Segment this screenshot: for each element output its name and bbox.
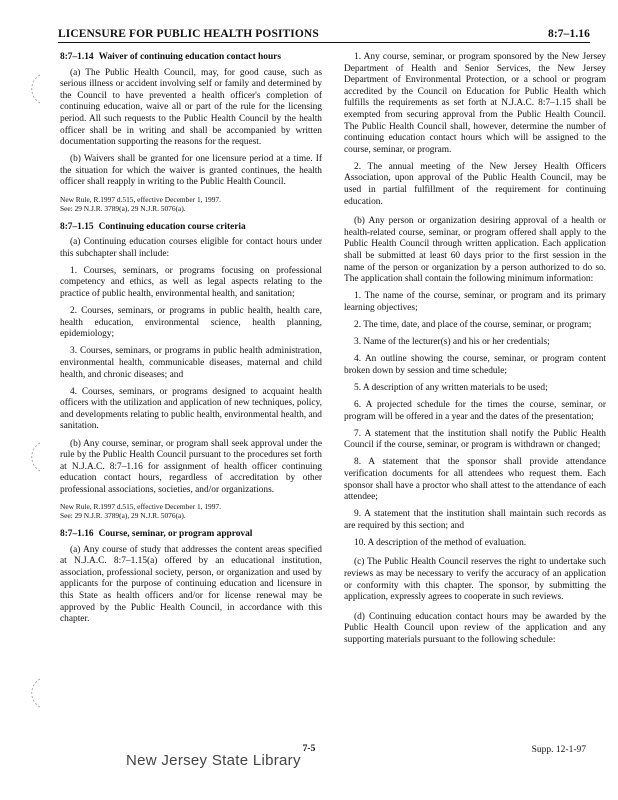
left-column (60, 52, 322, 631)
paragraph-1-16-d: (d) Continuing education contact hours may be awarded by the Public Health Council upon review of the application and any supporting materials pursuant to the following schedule: (344, 611, 606, 646)
list-item: 9. A statement that the institution shall maintain such records as are required by this section; and (344, 509, 606, 531)
list-item: 2. Courses, seminars, or programs in public health, health care, health education, environmental science, health planning, epidemiology; (60, 306, 322, 340)
punch-hole-top-icon (20, 72, 44, 106)
list-item: 3. Courses, seminars, or programs in public health administration, environmental health, communicable diseases, maternal and child health, and chronic diseases; and (60, 346, 322, 380)
section-title: Course, seminar, or program approval (98, 529, 253, 539)
section-title: Continuing education course criteria (98, 221, 246, 232)
punch-hole-middle-icon (20, 440, 44, 474)
paragraph-1-14-b: (b) Waivers shall be granted for one licensure period at a time. If the situation for which the waiver is granted continues, the health officer shall reapply in writing to the Public Health Council. (60, 154, 322, 188)
page-number: 7-5 (302, 744, 316, 754)
header-section-number: 8:7–1.16 (547, 28, 590, 40)
paragraph-1-16-a: (a) Any course of study that addresses the content areas specified at N.J.A.C. 8:7–1.15(a) offered by an educational institution, association, professional society, person, or organization and used by applicants for the purpose of continuing education and licensure in this State as health officers and/or for license renewal may be approved by the Public Health Council, in accordance with this chapter. (60, 544, 322, 625)
section-heading-1-15 (60, 222, 322, 234)
list-item: 1. Courses, seminars, or programs focusing on professional competency and ethics, as well as legal aspects relating to the practice of public health, environmental health, and sanitation; (60, 265, 322, 299)
list-item: 1. The name of the course, seminar, or program and its primary learning objectives; (344, 291, 606, 313)
list-item: 4. Courses, seminars, or programs designed to acquaint health officers with the utilization and application of new techniques, policy, and developments relating to public health, environmental health, and sanitation. (60, 386, 322, 432)
section-number: 8:7–1.16 (60, 529, 94, 539)
paragraph-1-16-c: (c) The Public Health Council reserves the right to undertake such reviews as may be necessary to verify the accuracy of an application or conformity with this chapter. The sponsor, by submitting the application, expressly agrees to cooperate in such reviews. (344, 557, 606, 603)
paragraph-1-15-a: (a) Continuing education courses eligible for contact hours under this subchapter shall include: (60, 237, 322, 259)
paragraph-1-15-b: (b) Any course, seminar, or program shall seek approval under the rule by the Public Health Council pursuant to the procedures set forth at N.J.A.C. 8:7–1.16 for assignment of health officer continuing education contact hours, regardless of accreditation by other professional associations, societies, and/or organizations. (60, 438, 322, 495)
list-item: 5. A description of any written materials to be used; (354, 382, 548, 393)
list-item: 6. A projected schedule for the times the course, seminar, or program will be offered in a year and the dates of the presentation; (344, 399, 606, 422)
paragraph-1-14-a: (a) The Public Health Council, may, for good cause, such as serious illness or accident involving self or family and determined by the Council to have prevented a health officer's completion of continuing education, waive all or part of the rule for the licensing period. All such requests to the Public Health Council by the health officer shall be in writing and shall be accompanied by written documentation supporting the reasons for the request. (60, 67, 322, 148)
list-item: 8. A statement that the sponsor shall provide attendance verification documents for all attendees who request them. Each sponsor shall have a proctor who shall attest to the attendance of each attendee; (344, 457, 606, 503)
supplement-date: Supp. 12-1-97 (531, 745, 586, 755)
section-title: Waiver of continuing education contact hours (98, 52, 281, 62)
right-column (344, 52, 606, 652)
list-item: 2. The time, date, and place of the course, seminar, or program; (354, 319, 592, 330)
list-item: 2. The annual meeting of the New Jersey Health Officers Association, upon approval of the Public Health Council, may be used in partial fulfillment of the requirement for continuing education. (344, 161, 606, 207)
section-heading-1-16 (60, 529, 322, 541)
section-heading-1-14 (60, 52, 322, 64)
header-title: LICENSURE FOR PUBLIC HEALTH POSITIONS (58, 28, 319, 40)
section-number: 8:7–1.14 (60, 52, 94, 62)
list-item: 10. A description of the method of evaluation. (354, 537, 527, 548)
punch-hole-bottom-icon (20, 676, 44, 710)
source-note: New Rule, R.1997 d.515, effective December 1, 1997. See: 29 N.J.R. 3789(a), 29 N.J.R. 5076(a). (60, 194, 221, 213)
list-item: 7. A statement that the institution shall notify the Public Health Council if the course, seminar, or program is withdrawn or changed; (344, 428, 606, 451)
list-item: 4. An outline showing the course, seminar, or program content broken down by session and time schedule; (344, 354, 606, 376)
running-header (58, 28, 590, 43)
section-number: 8:7–1.15 (60, 221, 94, 232)
source-note: New Rule, R.1997 d.515, effective December 1, 1997. See: 29 N.J.R. 3789(a), 29 N.J.R. 5076(a). (60, 502, 221, 520)
list-item: 3. Name of the lecturer(s) and his or her credentials; (354, 337, 550, 348)
list-item: 1. Any course, seminar, or program sponsored by the New Jersey Department of Health and Senior Services, the New Jersey Department of Environmental Protection, or a school or program accredited by the Council on Education for Public Health which fulfills the requirements as set forth at N.J.A.C. 8:7–1.15 shall be exempted from securing approval from the Public Health Council. The Public Health Council shall, however, determine the number of continuing education contact hours which will be assigned to the course, seminar, or program. (344, 52, 606, 155)
paragraph-1-16-b: (b) Any person or organization desiring approval of a health or health-related course, seminar, or program offered shall apply to the Public Health Council through written application. Each application shall be submitted at least 60 days prior to the first session in the name of the person or organization by a person authorized to do so. The application shall contain the following minimum information: (344, 216, 606, 285)
library-watermark: New Jersey State Library (126, 752, 301, 769)
